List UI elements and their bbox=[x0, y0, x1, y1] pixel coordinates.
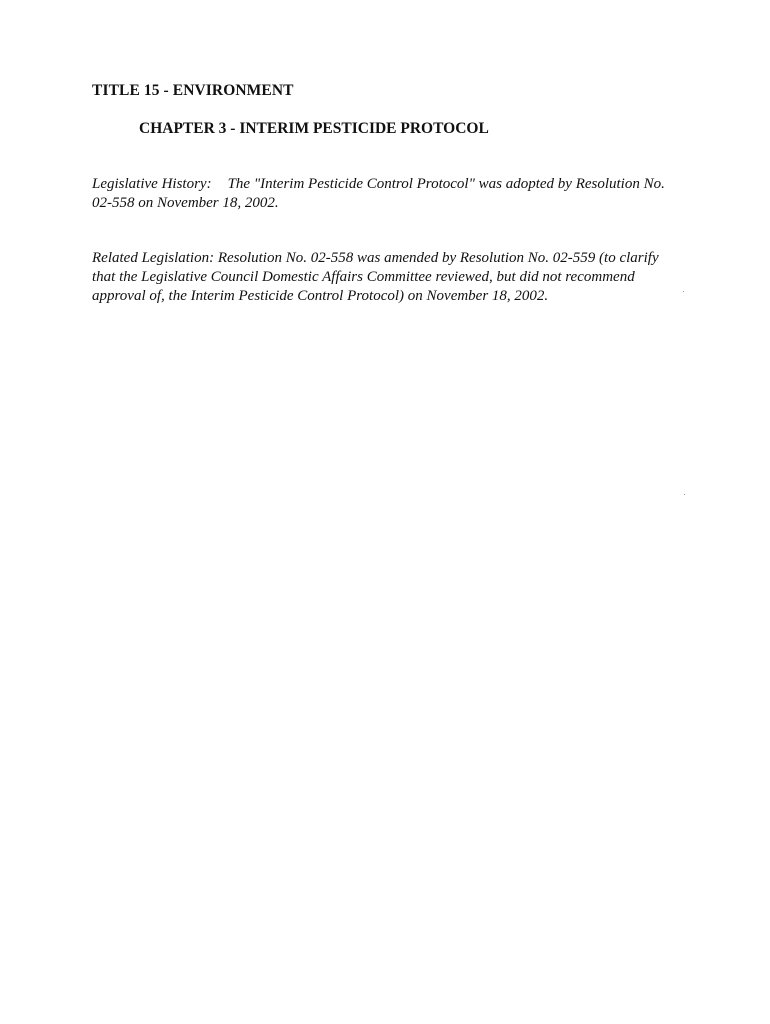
legislative-history-text-1: The "Interim Pesticide Control Protocol" was adopted by Resolution No. bbox=[227, 176, 665, 192]
scan-speck bbox=[684, 494, 685, 495]
related-legislation-line-2: that the Legislative Council Domestic Affairs Committee reviewed, but did not recommend bbox=[92, 269, 635, 285]
document-title: TITLE 15 - ENVIRONMENT bbox=[92, 82, 294, 99]
related-legislation-line-3: approval of, the Interim Pesticide Control Protocol) on November 18, 2002. bbox=[92, 288, 549, 304]
legislative-history-line-1 bbox=[92, 175, 692, 194]
related-legislation-paragraph bbox=[92, 249, 692, 306]
legislative-history-paragraph bbox=[92, 175, 692, 213]
chapter-heading: CHAPTER 3 - INTERIM PESTICIDE PROTOCOL bbox=[139, 120, 489, 137]
legislative-history-label: Legislative History: bbox=[92, 176, 212, 192]
related-legislation-line-1: Related Legislation: Resolution No. 02-558 was amended by Resolution No. 02-559 (to clarify bbox=[92, 250, 659, 266]
scan-speck bbox=[683, 291, 684, 292]
legislative-history-text-2: 02-558 on November 18, 2002. bbox=[92, 195, 279, 211]
